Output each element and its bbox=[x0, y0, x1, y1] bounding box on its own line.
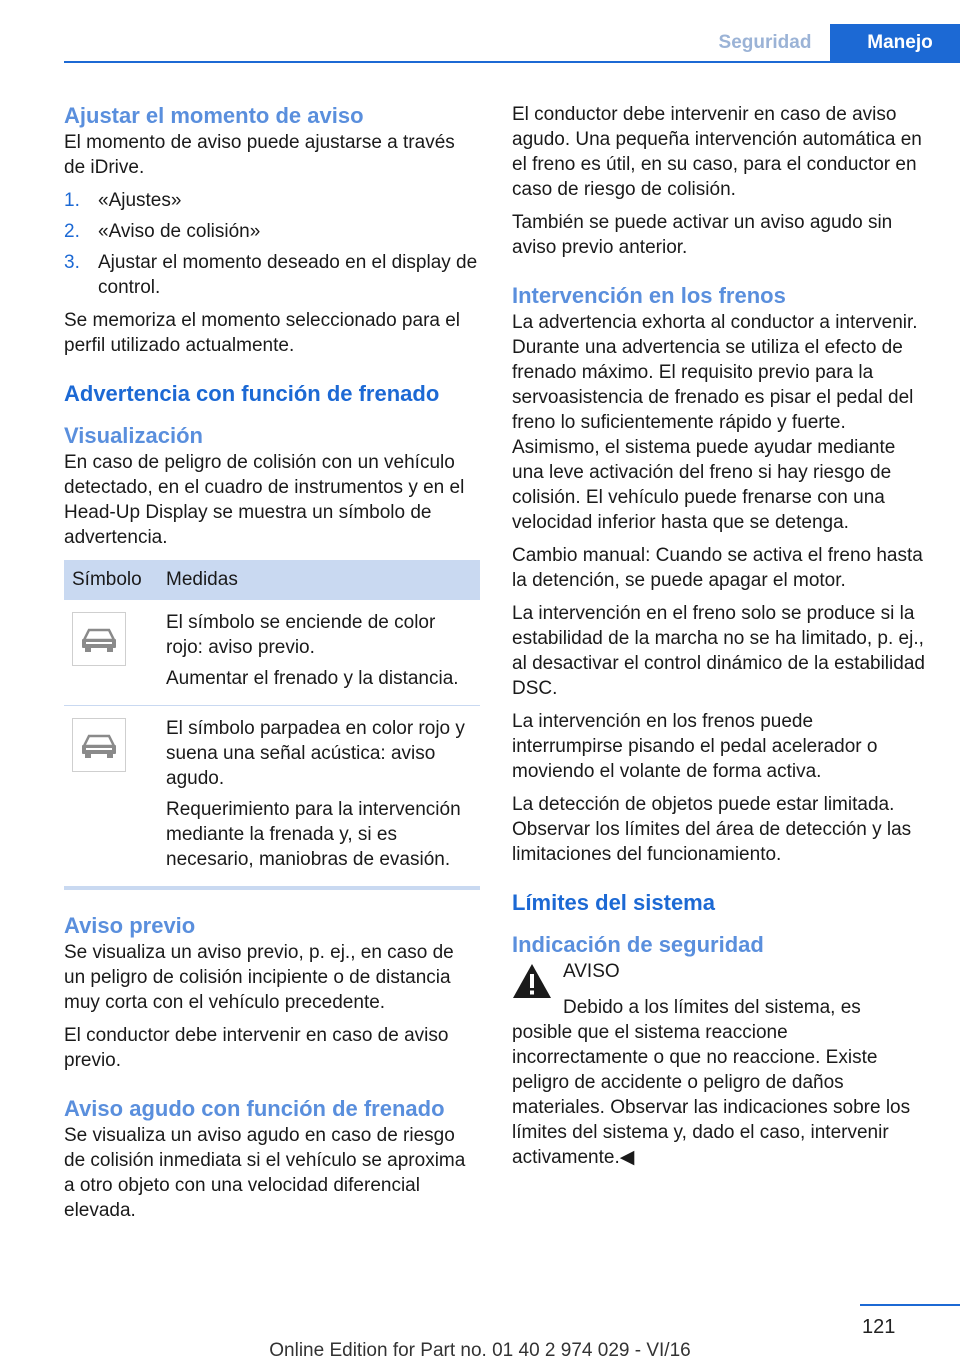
header-chapter-tab: Manejo bbox=[830, 24, 960, 62]
page-number: 121 bbox=[862, 1316, 896, 1338]
warning-triangle-icon bbox=[512, 963, 552, 999]
paragraph: Se visualiza un aviso agudo en caso de riesgo de colisión inmediata si el vehículo se aproxima a otro objeto con una velocidad diferencial elevada. bbox=[64, 1125, 466, 1221]
right-column bbox=[512, 102, 926, 1178]
car-warning-icon bbox=[72, 718, 126, 772]
warning-title: AVISO bbox=[563, 961, 620, 982]
table-header-symbol: Símbolo bbox=[64, 560, 156, 600]
step-number: 2. bbox=[64, 221, 80, 242]
heading-ajustar: Ajustar el momento de aviso bbox=[64, 103, 364, 128]
symbol-table bbox=[64, 560, 480, 890]
left-column bbox=[64, 102, 480, 1231]
paragraph: También se puede activar un aviso agudo sin aviso previo anterior. bbox=[512, 212, 893, 258]
step-text: «Ajustes» bbox=[98, 190, 182, 211]
paragraph: Se memoriza el momento seleccionado para el perfil utilizado actualmente. bbox=[64, 310, 461, 356]
list-item bbox=[64, 188, 480, 213]
footer-rule bbox=[860, 1304, 960, 1306]
heading-limites: Límites del sistema bbox=[512, 890, 715, 915]
cell-text: Requerimiento para la intervención mediante la frenada y, si es necesario, maniobras de evasión. bbox=[166, 799, 461, 870]
header-rule bbox=[64, 61, 960, 63]
table-row bbox=[64, 706, 480, 889]
list-item bbox=[64, 250, 480, 300]
step-text: Ajustar el momento deseado en el display de control. bbox=[98, 252, 478, 298]
car-warning-icon bbox=[72, 612, 126, 666]
heading-aviso-previo: Aviso previo bbox=[64, 913, 196, 938]
list-item bbox=[64, 219, 480, 244]
cell-text: Aumentar el frenado y la distancia. bbox=[166, 668, 459, 689]
cell-text: El símbolo se enciende de color rojo: aviso previo. bbox=[166, 612, 436, 658]
steps-list bbox=[64, 188, 480, 300]
paragraph: La detección de objetos puede estar limitada. Observar los límites del área de detección y las limitaciones del funcionamiento. bbox=[512, 794, 912, 865]
header-section-tab: Seguridad bbox=[700, 24, 830, 62]
heading-indicacion: Indicación de seguridad bbox=[512, 932, 764, 957]
paragraph: La intervención en el freno solo se produce si la estabilidad de la marcha no se ha limitado, p. ej., al desactivar el control dinámico de la estabilidad DSC. bbox=[512, 603, 925, 699]
paragraph: El conductor debe intervenir en caso de aviso agudo. Una pequeña intervención automática en el freno es útil, en su caso, para el conductor en caso de riesgo de colisión. bbox=[512, 104, 922, 200]
paragraph: Se visualiza un aviso previo, p. ej., en caso de un peligro de colisión incipiente o de distancia muy corta con el vehículo precedente. bbox=[64, 942, 454, 1013]
heading-advertencia: Advertencia con función de frenado bbox=[64, 381, 440, 406]
paragraph: La intervención en los frenos puede interrumpirse pisando el pedal acelerador o moviendo el volante de forma activa. bbox=[512, 711, 878, 782]
table-row bbox=[64, 600, 480, 706]
table-header-measures: Medidas bbox=[156, 560, 480, 600]
heading-visualizacion: Visualización bbox=[64, 423, 203, 448]
paragraph: El conductor debe intervenir en caso de aviso previo. bbox=[64, 1025, 449, 1071]
warning-text: Debido a los límites del sistema, es posible que el sistema reaccione incorrectamente o que no reaccione. Existe peligro de accidente o peligro de daños materiales. Observar las indicaciones sobre los límites del sistema y, dado el caso, intervenir activamente.◀ bbox=[512, 997, 911, 1168]
paragraph: En caso de peligro de colisión con un vehículo detectado, en el cuadro de instrumentos y en el Head-Up Display se muestra un símbolo de advertencia. bbox=[64, 452, 465, 548]
footer-edition: Online Edition for Part no. 01 40 2 974 029 - VI/16 bbox=[269, 1340, 691, 1361]
step-text: «Aviso de colisión» bbox=[98, 221, 261, 242]
cell-text: El símbolo parpadea en color rojo y suena una señal acústica: aviso agudo. bbox=[166, 718, 465, 789]
step-number: 1. bbox=[64, 190, 80, 211]
heading-intervencion: Intervención en los frenos bbox=[512, 283, 786, 308]
step-number: 3. bbox=[64, 252, 80, 273]
header-tabs bbox=[700, 24, 960, 62]
warning-block bbox=[512, 959, 926, 999]
paragraph: La advertencia exhorta al conductor a intervenir. Durante una advertencia se utiliza el efecto de frenado máximo. El requisito previo para la servoasistencia de frenado es pisar el pedal del freno lo suficientemente rápido y fuerte. Asimismo, el sistema puede ayudar mediante una leve activación del freno si hay riesgo de colisión. El vehículo puede frenarse con una velocidad inferior hasta que se detenga. bbox=[512, 312, 918, 533]
paragraph: El momento de aviso puede ajustarse a través de iDrive. bbox=[64, 132, 455, 178]
paragraph: Cambio manual: Cuando se activa el freno hasta la detención, se puede apagar el motor. bbox=[512, 545, 923, 591]
heading-aviso-agudo: Aviso agudo con función de frenado bbox=[64, 1096, 445, 1121]
